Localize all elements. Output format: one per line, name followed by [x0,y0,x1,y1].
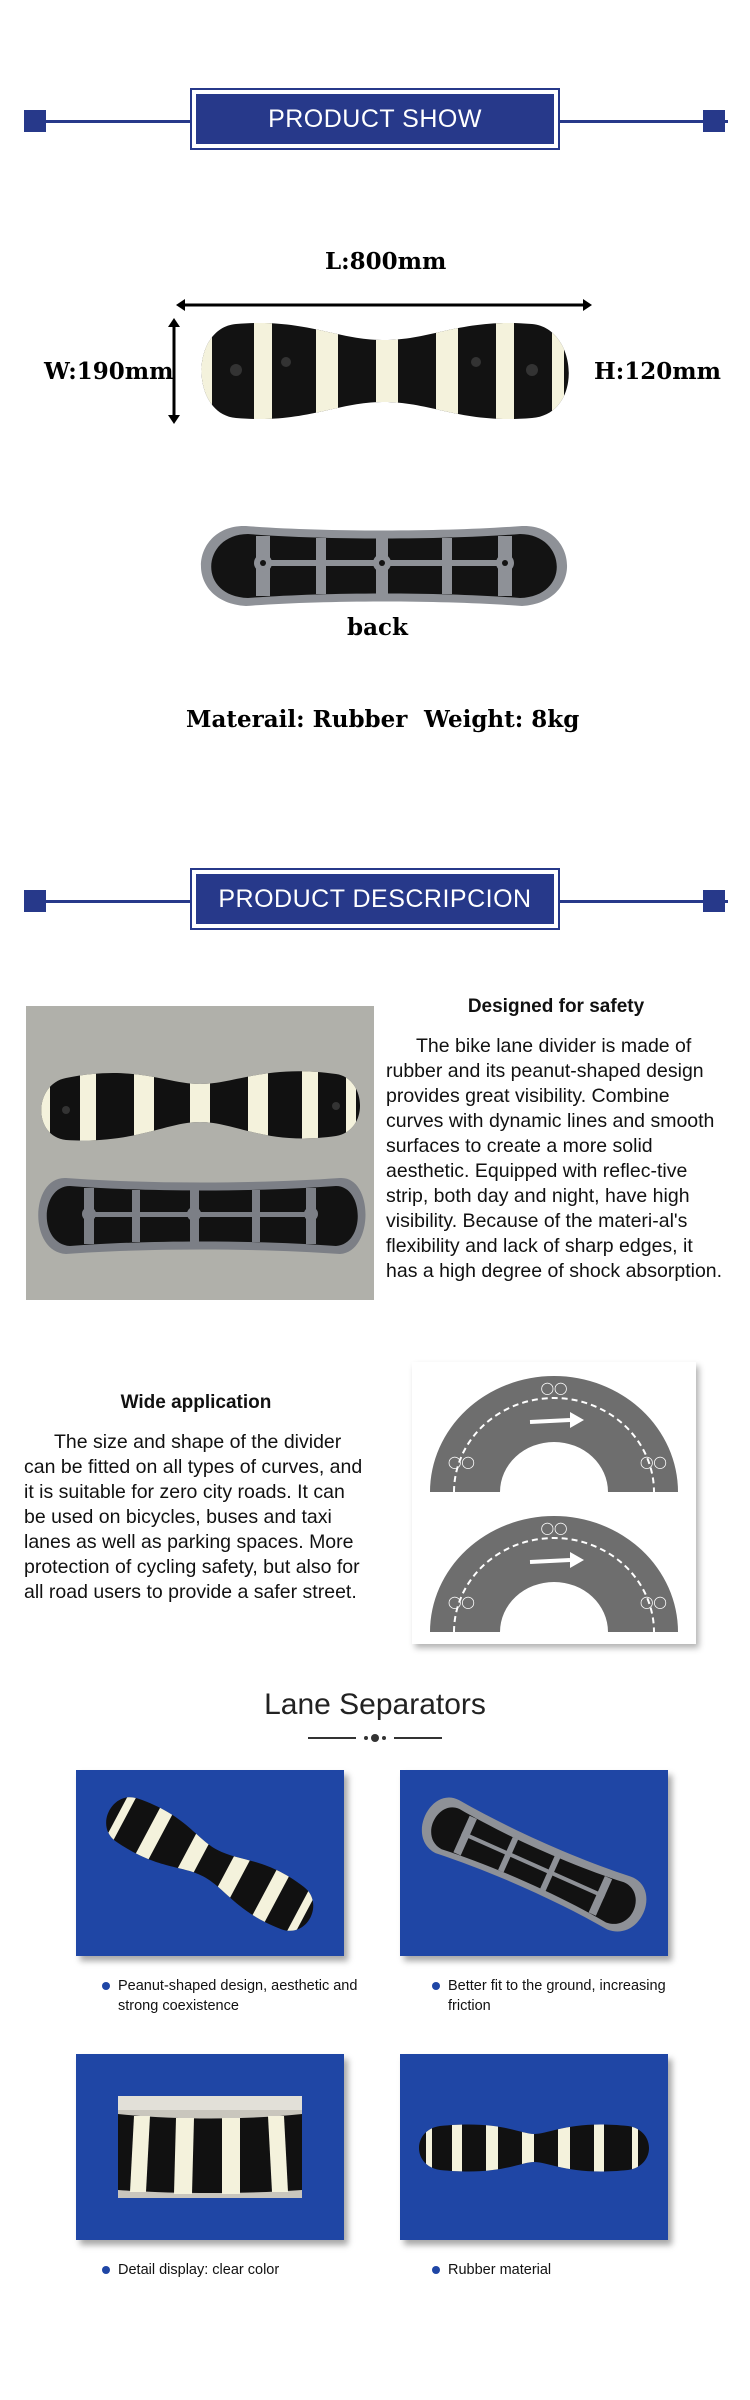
divider-back-image [186,522,582,610]
svg-text:◯◯: ◯◯ [540,1381,568,1395]
bullet-dot [432,2266,440,2274]
separator-back-angled-image [400,1770,668,1956]
divider-front-image [186,318,582,424]
svg-text:◯◯: ◯◯ [640,1595,667,1609]
banner-title: PRODUCT SHOW [196,94,554,144]
banner-square-left [24,110,46,132]
lane-separators-title: Lane Separators [264,1688,486,1721]
banner-box [190,88,560,150]
separator-front-angled-image [76,1770,344,1956]
bullet-dot [102,1982,110,1990]
product-photo [26,1006,374,1300]
bullet-dot [432,1982,440,1990]
separator-card-4 [400,2054,668,2240]
separator-caption-4: Rubber material [432,2260,692,2280]
curve-application-diagram [412,1362,696,1644]
product-description-banner [0,866,750,936]
width-label: W:190mm [44,358,174,385]
length-arrow [176,296,592,314]
svg-text:◯◯: ◯◯ [540,1521,568,1535]
separator-caption-1: Peanut-shaped design, aesthetic and strong coexistence [102,1976,372,2016]
banner-line-left [24,900,190,903]
back-label: back [347,614,408,641]
separator-caption-3: Detail display: clear color [102,2260,372,2280]
application-title: Wide application [120,1392,272,1413]
svg-text:◯◯: ◯◯ [640,1455,667,1469]
banner-box [190,868,560,930]
weight-spec: Weight: 8kg [424,706,580,733]
width-arrow [166,318,182,424]
banner-line-left [24,120,190,123]
separator-detail-image [76,2054,344,2240]
banner-title: PRODUCT DESCRIPCION [196,874,554,924]
separator-card-3 [76,2054,344,2240]
banner-square-right [703,110,725,132]
separator-card-1 [76,1770,344,1956]
height-label: H:120mm [594,358,721,385]
separator-card-2 [400,1770,668,1956]
banner-square-left [24,890,46,912]
separator-rubber-image [400,2054,668,2240]
banner-square-right [703,890,725,912]
svg-text:◯◯: ◯◯ [448,1455,475,1469]
length-label: L:800mm [325,248,447,275]
application-body: The size and shape of the divider can be fitted on all types of curves, and it is suitable for zero city roads. It can be used on bicycles, buses and taxi lanes as well as parking spaces. More protection of cycling safety, but also for all road users to provide a safer street. [24,1431,363,1603]
svg-text:◯◯: ◯◯ [448,1595,475,1609]
safety-body: The bike lane divider is made of rubber and its peanut-shaped design provides great visibility. Combine curves with dynamic lines and smooth surfaces to create a more solid aesthetic. Equipped with reflec-tive strip, both day and night, have high visibility. Because of the materi-al's flexibility and lack of sharp edges, it has a high degree of shock absorption. [386,1035,723,1282]
product-show-banner [0,86,750,156]
material-spec: Materail: Rubber [186,706,408,733]
separator-caption-2: Better fit to the ground, increasing friction [432,1976,692,2016]
bullet-dot [102,2266,110,2274]
safety-title: Designed for safety [467,996,645,1017]
title-ornament [308,1730,442,1746]
